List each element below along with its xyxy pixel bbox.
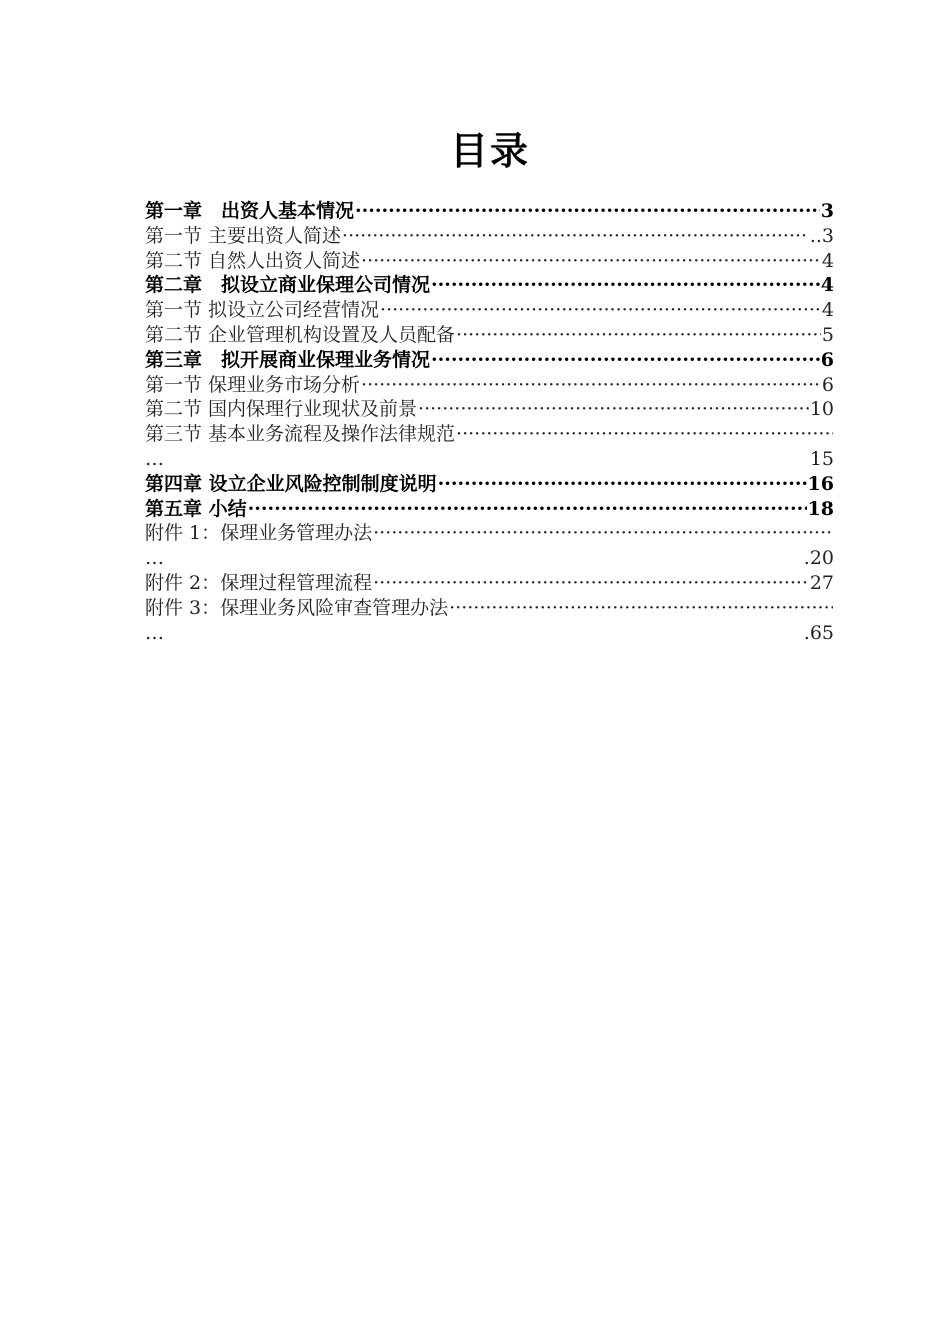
- toc-entry-section-3-2[interactable]: [145, 397, 834, 422]
- dot-leader: [456, 323, 821, 348]
- toc-entry-appendix-1[interactable]: [145, 521, 834, 546]
- toc-entry-page: 6: [820, 348, 834, 371]
- toc-entry-label: 第三节 基本业务流程及操作法律规范: [145, 423, 456, 446]
- toc-entry-appendix-2[interactable]: [145, 571, 834, 596]
- leader-continuation: …: [145, 447, 164, 470]
- toc-entry-page: 3: [820, 200, 834, 222]
- toc-entry-chapter-5[interactable]: [145, 497, 834, 522]
- toc-entry-section-3-3[interactable]: [145, 422, 834, 447]
- toc-entry-label: 第三章 拟开展商业保理业务情况: [145, 348, 431, 371]
- toc-entry-appendix-1-continuation[interactable]: [145, 546, 834, 571]
- dot-leader: [373, 521, 833, 546]
- toc-entry-page: 5: [821, 323, 834, 346]
- toc-entry-page: 10: [809, 398, 834, 421]
- toc-entry-label: 第一章 出资人基本情况: [145, 200, 355, 222]
- leader-continuation: …: [145, 547, 164, 570]
- toc-entry-label: 第四章 设立企业风险控制制度说明: [145, 472, 437, 495]
- toc-entry-chapter-2[interactable]: [145, 273, 834, 298]
- dot-leader: [361, 373, 821, 398]
- toc-entry-label: 附件 1：保理业务管理办法: [145, 522, 373, 545]
- dot-leader: [380, 298, 821, 323]
- toc-entry-page: 4: [820, 274, 834, 297]
- toc-entry-label: 第一节 拟设立公司经营情况: [145, 299, 380, 322]
- toc-entry-section-3-3-continuation[interactable]: [145, 447, 834, 472]
- dot-leader: [355, 199, 820, 224]
- toc-entry-page: .65: [803, 621, 834, 644]
- page-title: 目录: [449, 128, 530, 173]
- toc-entry-appendix-3-continuation[interactable]: [145, 621, 834, 646]
- toc-entry-page: 16: [807, 472, 834, 495]
- toc-entry-page: 27: [809, 571, 834, 594]
- toc-entry-label: 第二节 企业管理机构设置及人员配备: [145, 323, 456, 346]
- dot-leader: [431, 273, 820, 298]
- toc-entry-page: 4: [821, 299, 834, 322]
- dot-leader: [438, 472, 807, 497]
- toc-entry-appendix-3[interactable]: [145, 596, 834, 621]
- toc-entry-label: 第五章 小结: [145, 497, 247, 520]
- toc-entry-label: 第二章 拟设立商业保理公司情况: [145, 274, 431, 297]
- toc-entry-label: 附件 3：保理业务风险审查管理办法: [145, 596, 449, 619]
- dot-leader: [342, 224, 809, 249]
- dot-leader: [361, 249, 821, 274]
- dot-leader: [248, 497, 807, 522]
- toc-entry-label: 附件 2：保理过程管理流程: [145, 571, 373, 594]
- dot-leader: [449, 596, 833, 621]
- dot-leader: [456, 422, 833, 447]
- dot-leader: [431, 348, 820, 373]
- toc-entry-page: 6: [821, 373, 834, 396]
- toc-entry-chapter-3[interactable]: [145, 348, 834, 373]
- dot-leader: [373, 571, 809, 596]
- toc-entry-label: 第一节 主要出资人简述: [145, 224, 342, 247]
- toc-entry-chapter-1[interactable]: [145, 199, 834, 224]
- toc-entry-page: .20: [803, 547, 834, 570]
- toc-entry-page: 15: [809, 447, 834, 470]
- toc-entry-label: 第二节 国内保理行业现状及前景: [145, 398, 418, 421]
- toc-entry-section-1-2[interactable]: [145, 249, 834, 274]
- toc-entry-chapter-4[interactable]: [145, 472, 834, 497]
- dot-leader: [418, 397, 809, 422]
- leader-continuation: …: [145, 621, 164, 644]
- toc-entry-page: ..3: [809, 224, 834, 247]
- table-of-contents: [145, 199, 834, 645]
- toc-entry-section-1-1[interactable]: [145, 224, 834, 249]
- toc-entry-label: 第一节 保理业务市场分析: [145, 373, 361, 396]
- toc-entry-section-2-1[interactable]: [145, 298, 834, 323]
- toc-entry-section-2-2[interactable]: [145, 323, 834, 348]
- toc-entry-section-3-1[interactable]: [145, 373, 834, 398]
- toc-entry-page: 4: [821, 249, 834, 272]
- toc-entry-label: 第二节 自然人出资人简述: [145, 249, 361, 272]
- toc-entry-page: 18: [807, 497, 834, 520]
